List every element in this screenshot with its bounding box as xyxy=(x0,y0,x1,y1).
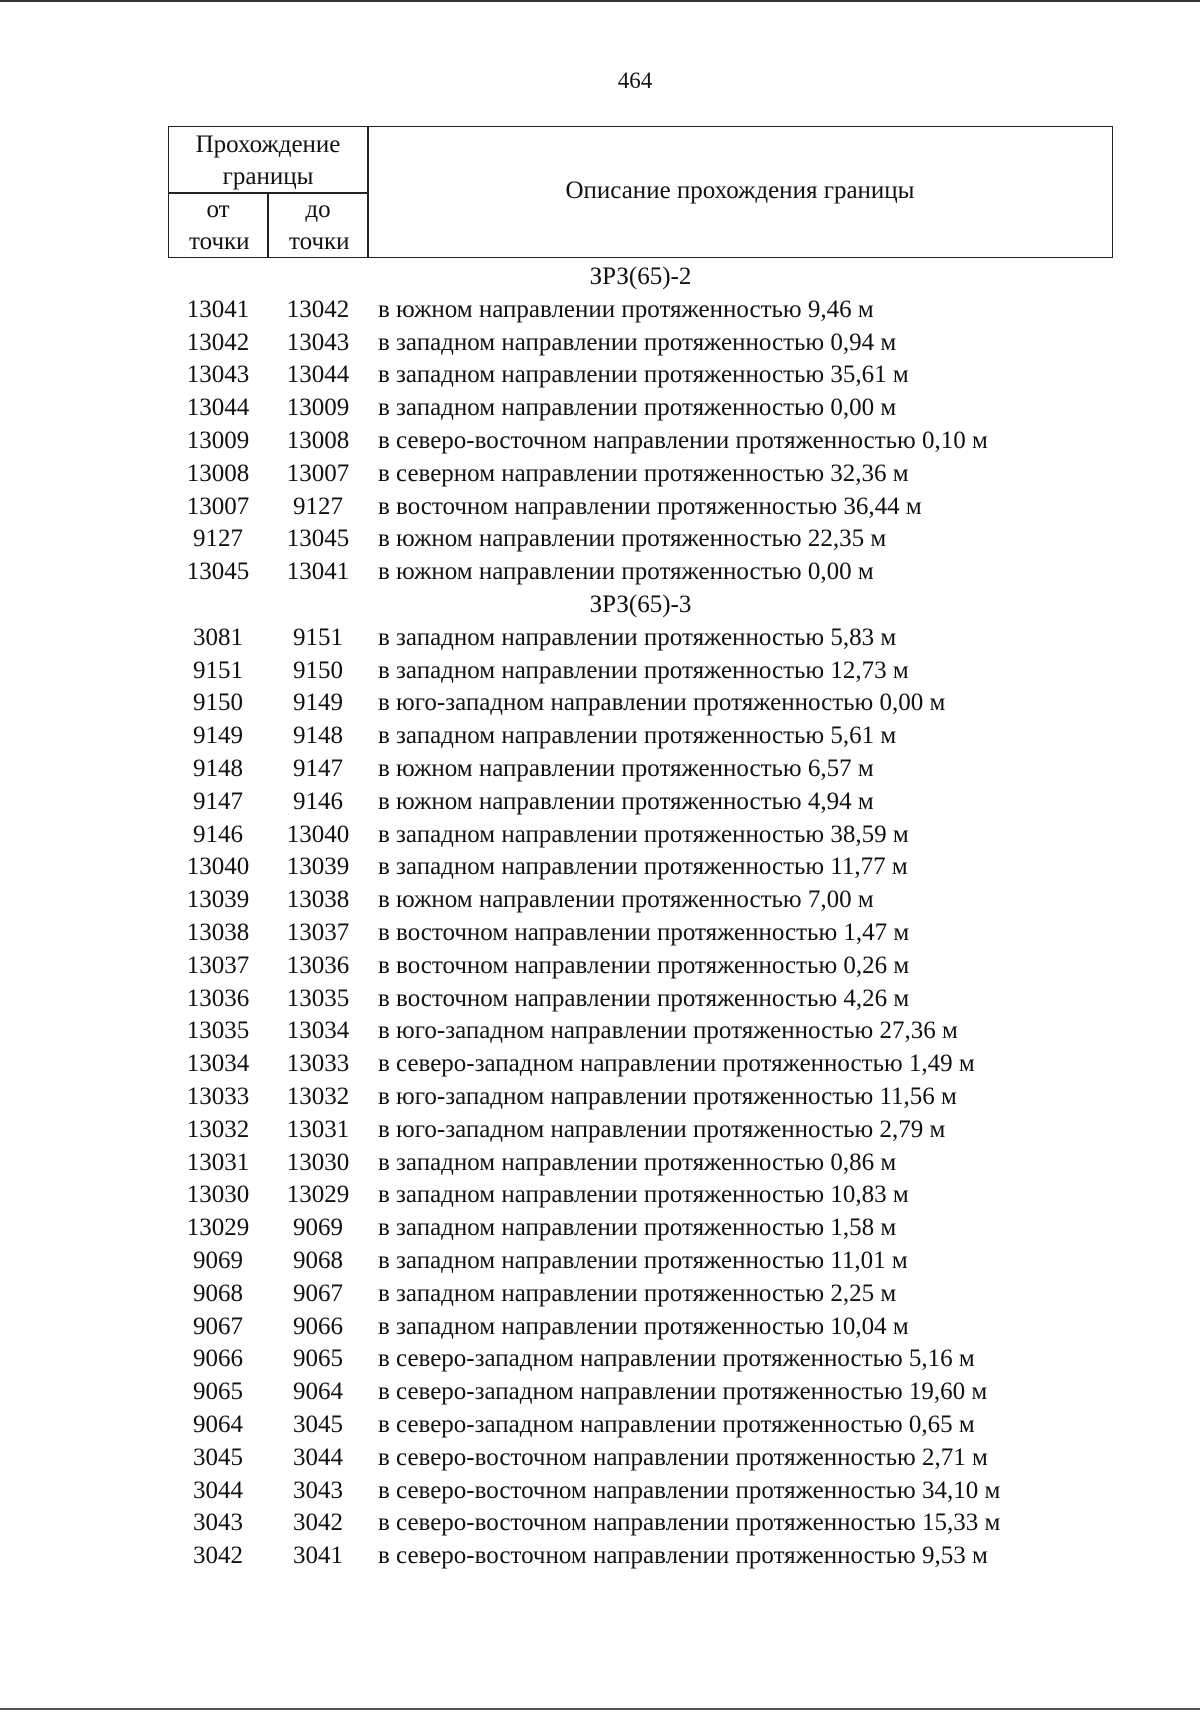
to-point: 9149 xyxy=(293,689,343,717)
table-row xyxy=(0,1178,1200,1211)
to-point: 13042 xyxy=(286,295,350,323)
to-point: 13008 xyxy=(286,427,350,454)
boundary-description: в восточном направлении протяженностью 1,47 м xyxy=(378,919,910,946)
table-row xyxy=(0,916,1200,949)
header-group-label: Прохождение границы xyxy=(195,131,341,190)
boundary-description: в северо-западном направлении протяженностью 1,49 м xyxy=(378,1050,975,1078)
to-point: 13040 xyxy=(286,820,350,848)
page-number: 464 xyxy=(617,68,653,93)
boundary-description: в северо-восточном направлении протяженностью 9,53 м xyxy=(378,1542,988,1570)
table-row xyxy=(0,1342,1200,1375)
from-point: 9146 xyxy=(193,820,243,848)
boundary-description: в западном направлении протяженностью 12,73 м xyxy=(378,656,909,684)
boundary-description: в западном направлении протяженностью 10,83 м xyxy=(378,1181,909,1209)
from-point: 9067 xyxy=(193,1312,243,1340)
boundary-description: в северо-восточном направлении протяженностью 0,10 м xyxy=(378,427,988,454)
table-row xyxy=(0,326,1200,359)
boundary-description: в западном направлении протяженностью 1,58 м xyxy=(378,1214,897,1242)
from-point: 13034 xyxy=(186,1050,250,1078)
to-point: 13030 xyxy=(286,1148,350,1176)
table-row xyxy=(0,982,1200,1015)
boundary-description: в северо-западном направлении протяженностью 19,60 м xyxy=(378,1378,988,1406)
table-row xyxy=(0,424,1200,457)
header-from-label: от точки xyxy=(189,196,250,255)
from-point: 13033 xyxy=(186,1083,250,1110)
boundary-description: в восточном направлении протяженностью 36,44 м xyxy=(378,492,922,520)
to-point: 3043 xyxy=(293,1476,343,1504)
from-point: 9069 xyxy=(193,1247,243,1274)
to-point: 13029 xyxy=(286,1181,350,1209)
table-row xyxy=(0,555,1200,588)
table-row xyxy=(0,457,1200,490)
boundary-description: в южном направлении протяженностью 4,94 м xyxy=(378,787,874,815)
to-point: 9066 xyxy=(293,1312,343,1340)
from-point: 9127 xyxy=(193,525,243,553)
boundary-description: в западном направлении протяженностью 0,86 м xyxy=(378,1148,897,1176)
to-point: 9127 xyxy=(293,492,343,520)
to-point: 13041 xyxy=(286,558,350,586)
table-row xyxy=(0,1244,1200,1277)
table-row xyxy=(0,1146,1200,1179)
to-point: 13035 xyxy=(286,984,350,1012)
from-point: 3043 xyxy=(193,1509,243,1537)
to-point: 13033 xyxy=(286,1050,350,1078)
from-point: 9065 xyxy=(193,1378,243,1406)
boundary-description: в юго-западном направлении протяженностью 0,00 м xyxy=(378,689,946,717)
boundary-description: в западном направлении протяженностью 38,59 м xyxy=(378,820,909,848)
boundary-description: в южном направлении протяженностью 0,00 м xyxy=(378,558,874,586)
scan-edge-top xyxy=(0,0,1200,2)
boundary-description: в южном направлении протяженностью 6,57 м xyxy=(378,755,874,782)
boundary-description: в восточном направлении протяженностью 4,26 м xyxy=(378,984,910,1012)
from-point: 9064 xyxy=(193,1411,243,1438)
to-point: 13007 xyxy=(286,459,350,487)
boundary-description: в юго-западном направлении протяженностью 11,56 м xyxy=(378,1083,957,1110)
table-row xyxy=(0,358,1200,391)
to-point: 9148 xyxy=(293,722,343,750)
boundary-description: в западном направлении протяженностью 11,77 м xyxy=(378,853,908,881)
from-point: 3044 xyxy=(193,1476,243,1504)
boundary-description: в западном направлении протяженностью 11,01 м xyxy=(378,1247,908,1274)
table-row xyxy=(0,1113,1200,1146)
to-point: 13039 xyxy=(286,853,350,881)
to-point: 9069 xyxy=(293,1214,343,1242)
to-point: 9065 xyxy=(293,1345,343,1373)
boundary-description: в северо-западном направлении протяженностью 5,16 м xyxy=(378,1345,975,1373)
boundary-description: в западном направлении протяженностью 10,04 м xyxy=(378,1312,909,1340)
from-point: 13009 xyxy=(186,427,250,454)
table-row xyxy=(0,1047,1200,1080)
boundary-description: в северном направлении протяженностью 32,36 м xyxy=(378,459,909,487)
to-point: 13045 xyxy=(286,525,350,553)
table-row xyxy=(0,818,1200,851)
from-point: 13039 xyxy=(186,886,250,914)
boundary-description: в южном направлении протяженностью 9,46 м xyxy=(378,295,874,323)
from-point: 13042 xyxy=(186,328,250,356)
to-point: 9067 xyxy=(293,1279,343,1307)
boundary-description: в западном направлении протяженностью 2,25 м xyxy=(378,1279,897,1307)
boundary-description: в западном направлении протяженностью 0,00 м xyxy=(378,394,897,422)
boundary-description: в восточном направлении протяженностью 0,26 м xyxy=(378,951,910,979)
table-row xyxy=(0,1474,1200,1507)
to-point: 13036 xyxy=(286,951,350,979)
header-to-label: до точки xyxy=(289,196,350,255)
to-point: 13038 xyxy=(286,886,350,914)
to-point: 13043 xyxy=(286,328,350,356)
header-description-label: Описание прохождения границы xyxy=(565,177,915,204)
to-point: 13032 xyxy=(286,1083,350,1110)
from-point: 9149 xyxy=(193,722,243,750)
table-row xyxy=(0,1375,1200,1408)
table-row xyxy=(0,719,1200,752)
table-row xyxy=(0,883,1200,916)
to-point: 13034 xyxy=(286,1017,350,1045)
table-row xyxy=(0,686,1200,719)
from-point: 13008 xyxy=(186,459,250,487)
from-point: 13037 xyxy=(186,951,250,979)
from-point: 9148 xyxy=(193,755,243,782)
table-row xyxy=(0,785,1200,818)
to-point: 9068 xyxy=(293,1247,343,1274)
table-row xyxy=(0,391,1200,424)
from-point: 13007 xyxy=(186,492,250,520)
table-row xyxy=(0,1277,1200,1310)
boundary-description: в северо-восточном направлении протяженностью 15,33 м xyxy=(378,1509,1001,1537)
from-point: 13043 xyxy=(186,361,250,389)
boundary-description: в юго-западном направлении протяженностью 27,36 м xyxy=(378,1017,958,1045)
table-row xyxy=(0,522,1200,555)
from-point: 13035 xyxy=(186,1017,250,1045)
to-point: 9150 xyxy=(293,656,343,684)
to-point: 13044 xyxy=(286,361,350,389)
boundary-description: в юго-западном направлении протяженностью 2,79 м xyxy=(378,1115,946,1143)
scan-edge-bottom xyxy=(0,1708,1200,1710)
from-point: 9150 xyxy=(193,689,243,717)
table-row xyxy=(0,1441,1200,1474)
table-row xyxy=(0,1080,1200,1113)
from-point: 9068 xyxy=(193,1279,243,1307)
from-point: 3042 xyxy=(193,1542,243,1570)
table-row xyxy=(0,293,1200,326)
from-point: 13036 xyxy=(186,984,250,1012)
from-point: 13030 xyxy=(186,1181,250,1209)
from-point: 13031 xyxy=(186,1148,250,1176)
to-point: 9147 xyxy=(293,755,343,782)
boundary-description: в северо-восточном направлении протяженностью 34,10 м xyxy=(378,1476,1001,1504)
to-point: 13031 xyxy=(286,1115,350,1143)
from-point: 13029 xyxy=(186,1214,250,1242)
from-point: 9066 xyxy=(193,1345,243,1373)
boundary-description: в северо-западном направлении протяженностью 0,65 м xyxy=(378,1411,975,1438)
to-point: 3042 xyxy=(293,1509,343,1537)
to-point: 3045 xyxy=(293,1411,343,1438)
to-point: 3041 xyxy=(293,1542,343,1570)
to-point: 3044 xyxy=(293,1443,343,1471)
from-point: 13045 xyxy=(186,558,250,586)
boundary-description: в южном направлении протяженностью 22,35 м xyxy=(378,525,887,553)
to-point: 13037 xyxy=(286,919,350,946)
section-title: ЗРЗ(65)-3 xyxy=(589,591,692,618)
from-point: 13032 xyxy=(186,1115,250,1143)
table-row xyxy=(0,621,1200,654)
boundary-description: в западном направлении протяженностью 5,83 м xyxy=(378,623,897,651)
table-header xyxy=(168,126,1113,258)
from-point: 9147 xyxy=(193,787,243,815)
table-row xyxy=(0,1310,1200,1343)
table-row xyxy=(0,1014,1200,1047)
boundary-description: в западном направлении протяженностью 5,61 м xyxy=(378,722,897,750)
from-point: 13044 xyxy=(186,394,250,422)
from-point: 13040 xyxy=(186,853,250,881)
table-row xyxy=(0,949,1200,982)
table-row xyxy=(0,1408,1200,1441)
table-row xyxy=(0,490,1200,523)
table-row xyxy=(0,1506,1200,1539)
boundary-description: в западном направлении протяженностью 0,94 м xyxy=(378,328,897,356)
to-point: 13009 xyxy=(286,394,350,422)
section-title: ЗРЗ(65)-2 xyxy=(589,263,692,290)
to-point: 9064 xyxy=(293,1378,343,1406)
from-point: 3045 xyxy=(193,1443,243,1471)
boundary-description: в северо-восточном направлении протяженностью 2,71 м xyxy=(378,1443,988,1471)
from-point: 9151 xyxy=(193,656,243,684)
boundary-description: в западном направлении протяженностью 35,61 м xyxy=(378,361,909,389)
from-point: 3081 xyxy=(193,623,243,651)
from-point: 13038 xyxy=(186,919,250,946)
table-row xyxy=(0,752,1200,785)
from-point: 13041 xyxy=(186,295,250,323)
table-row xyxy=(0,850,1200,883)
table-row xyxy=(0,1211,1200,1244)
to-point: 9151 xyxy=(293,623,343,651)
boundary-description: в южном направлении протяженностью 7,00 м xyxy=(378,886,874,914)
table-row xyxy=(0,654,1200,687)
table-row xyxy=(0,1539,1200,1572)
to-point: 9146 xyxy=(293,787,343,815)
